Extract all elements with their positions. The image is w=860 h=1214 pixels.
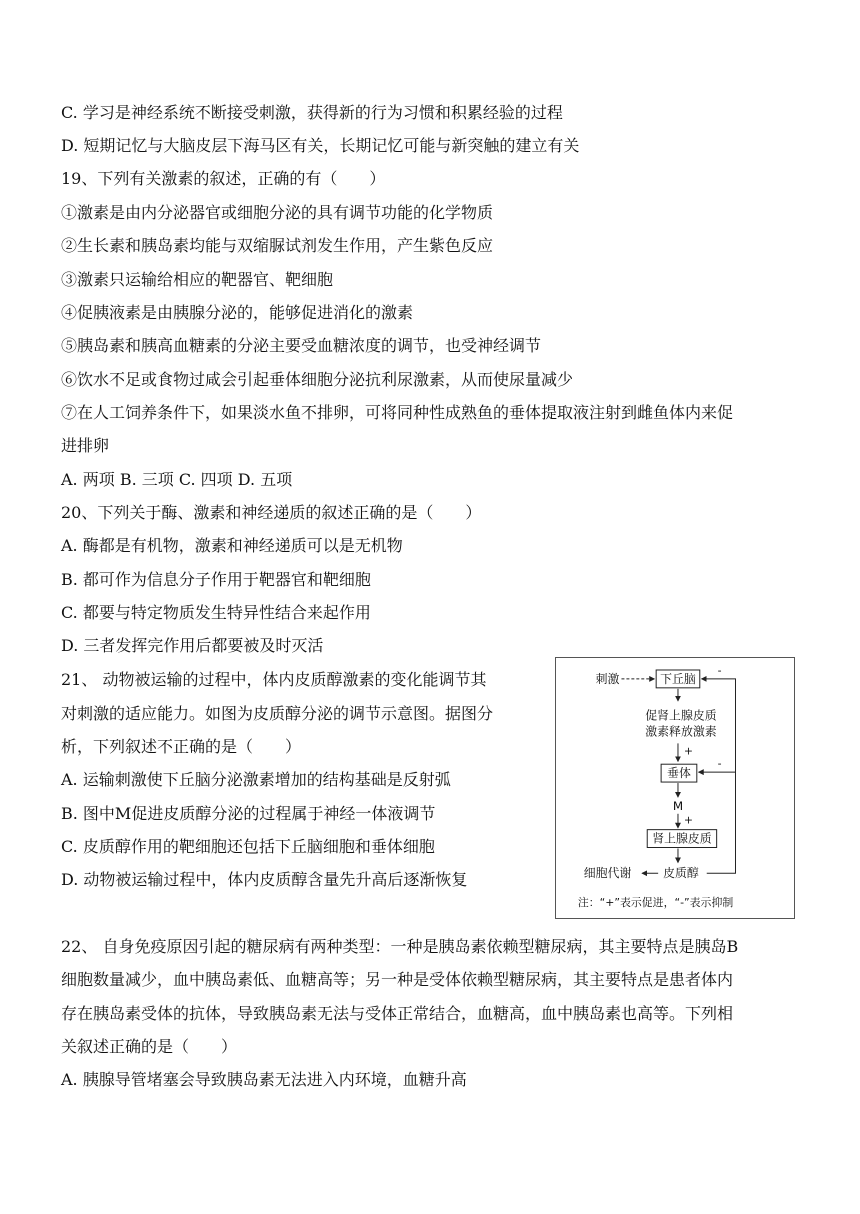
text-line: ②生长素和胰岛素均能与双缩脲试剂发生作用，产生紫色反应 bbox=[61, 236, 494, 255]
question-21-stem: 21、 动物被运输的过程中，体内皮质醇激素的变化能调节其 bbox=[61, 670, 487, 689]
adrenal-cortex-label: 肾上腺皮质 bbox=[652, 831, 712, 846]
releasing-hormone-label-2: 激素释放激素 bbox=[645, 724, 717, 739]
pituitary-label: 垂体 bbox=[667, 766, 691, 781]
text-line: C. 学习是神经系统不断接受刺激，获得新的行为习惯和积累经验的过程 bbox=[61, 103, 563, 122]
text-line: A. 运输刺激使下丘脑分泌激素增加的结构基础是反射弧 bbox=[61, 770, 451, 789]
cortisol-regulation-diagram bbox=[555, 657, 795, 919]
question-20-stem: 20、下列关于酶、激素和神经递质的叙述正确的是（ ） bbox=[61, 503, 482, 522]
text-line: B. 都可作为信息分子作用于靶器官和靶细胞 bbox=[61, 570, 371, 589]
diagram-note: 注：“+”表示促进，“-”表示抑制 bbox=[577, 896, 734, 910]
text-line: ①激素是由内分泌器官或细胞分泌的具有调节功能的化学物质 bbox=[61, 203, 494, 222]
text-line: A. 酶都是有机物，激素和神经递质可以是无机物 bbox=[61, 536, 403, 555]
text-line: D. 动物被运输过程中，体内皮质醇含量先升高后逐渐恢复 bbox=[61, 870, 468, 889]
minus-sign-1: - bbox=[717, 663, 722, 677]
text-line: B. 图中M促进皮质醇分泌的过程属于神经一体液调节 bbox=[61, 804, 436, 823]
text-line: 析，下列叙述不正确的是（ ） bbox=[61, 737, 302, 756]
text-line: D. 短期记忆与大脑皮层下海马区有关，长期记忆可能与新突触的建立有关 bbox=[61, 136, 580, 155]
stimulus-label: 刺激 bbox=[595, 671, 620, 686]
text-line: C. 都要与特定物质发生特异性结合来起作用 bbox=[61, 603, 371, 622]
text-line: A. 胰腺导管堵塞会导致胰岛素无法进入内环境，血糖升高 bbox=[61, 1070, 467, 1089]
text-line: ⑦在人工饲养条件下，如果淡水鱼不排卵，可将同种性成熟鱼的垂体提取液注射到雌鱼体内来促 bbox=[61, 403, 734, 422]
text-line: ⑤胰岛素和胰高血糖素的分泌主要受血糖浓度的调节，也受神经调节 bbox=[61, 336, 542, 355]
question-19-stem: 19、下列有关激素的叙述，正确的有（ ） bbox=[61, 169, 386, 188]
text-line: 进排卵 bbox=[61, 436, 110, 455]
hypothalamus-label: 下丘脑 bbox=[660, 671, 696, 686]
releasing-hormone-label-1: 促肾上腺皮质 bbox=[645, 708, 717, 723]
text-line: 存在胰岛素受体的抗体，导致胰岛素无法与受体正常结合，血糖高，血中胰岛素也高等。下列相 bbox=[61, 1004, 734, 1023]
m-label: M bbox=[672, 798, 684, 813]
text-line: 关叙述正确的是（ ） bbox=[61, 1037, 238, 1056]
text-line: 对刺激的适应能力。如图为皮质醇分泌的调节示意图。据图分 bbox=[61, 704, 494, 723]
plus-sign-1: + bbox=[683, 744, 694, 758]
text-line: C. 皮质醇作用的靶细胞还包括下丘脑细胞和垂体细胞 bbox=[61, 837, 435, 856]
minus-sign-2: - bbox=[717, 757, 722, 771]
text-line: D. 三者发挥完作用后都要被及时灭活 bbox=[61, 636, 324, 655]
text-line: ③激素只运输给相应的靶器官、靶细胞 bbox=[61, 270, 334, 289]
text-line: ④促胰液素是由胰腺分泌的，能够促进消化的激素 bbox=[61, 303, 414, 322]
text-line: 细胞数量减少，血中胰岛素低、血糖高等；另一种是受体依赖型糖尿病，其主要特点是患者体内 bbox=[61, 970, 734, 989]
plus-sign-2: + bbox=[683, 813, 694, 827]
cortisol-label: 皮质醇 bbox=[663, 866, 699, 881]
question-22-stem: 22、 自身免疫原因引起的糖尿病有两种类型：一种是胰岛素依赖型糖尿病，其主要特点是胰岛B bbox=[61, 937, 739, 956]
text-line: ⑥饮水不足或食物过咸会引起垂体细胞分泌抗利尿激素，从而使尿量减少 bbox=[61, 370, 574, 389]
cell-metabolism-label: 细胞代谢 bbox=[583, 866, 632, 881]
answer-options: A. 两项 B. 三项 C. 四项 D. 五项 bbox=[61, 470, 293, 489]
